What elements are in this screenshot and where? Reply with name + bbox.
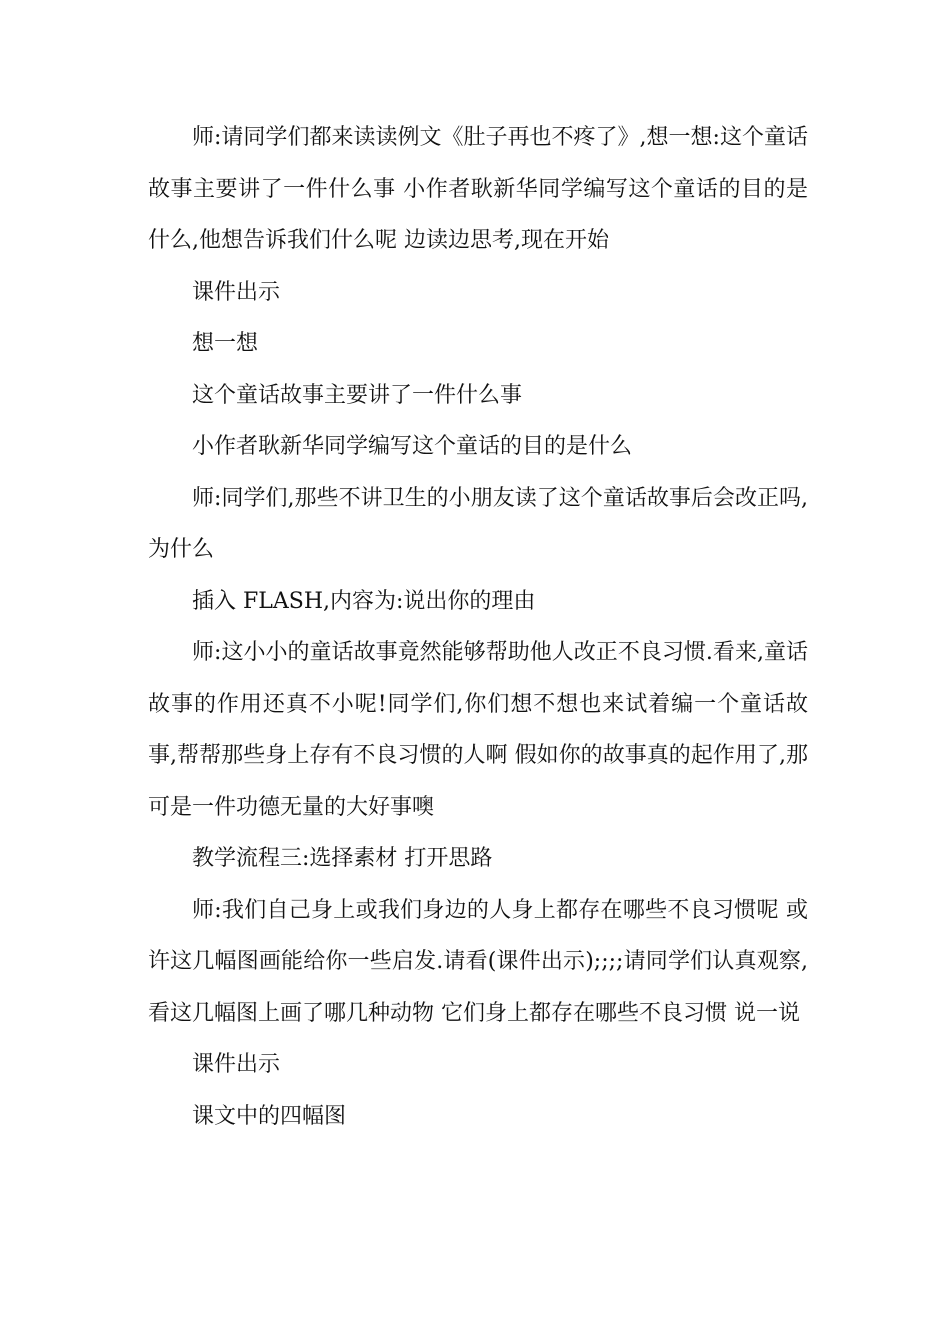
document-page [148, 112, 808, 1142]
paragraph-teacher-intro: 师:请同学们都来读读例文《肚子再也不疼了》,想一想:这个童话故事主要讲了一件什么事 小作者耿新华同学编写这个童话的目的是什么,他想告诉我们什么呢 边读边思考,现在开始 [148, 125, 808, 253]
paragraph-teacher-encourage: 师:这小小的童话故事竟然能够帮助他人改正不良习惯.看来,童话故事的作用还真不小呢!同学们,你们想不想也来试着编一个童话故事,帮帮那些身上存有不良习惯的人啊 假如你的故事真的起作用了,那可是一件功德无量的大好事噢 [148, 640, 808, 820]
paragraph-four-pictures: 课文中的四幅图 [192, 1103, 347, 1129]
paragraph-flash-insert: 插入 FLASH,内容为:说出你的理由 [192, 588, 536, 614]
paragraph-question-two: 小作者耿新华同学编写这个童话的目的是什么 [192, 434, 633, 459]
paragraph-process-three: 教学流程三:选择素材 打开思路 [192, 846, 493, 871]
paragraph-teacher-observe: 师:我们自己身上或我们身边的人身上都存在哪些不良习惯呢 或许这几幅图画能给你一些启发.请看(课件出示);;;;请同学们认真观察,看这几幅图上画了哪几种动物 它们身上都存在哪些不良习惯 说一说 [148, 897, 808, 1026]
paragraph-courseware-label: 课件出示 [192, 279, 281, 305]
paragraph-courseware-label-2: 课件出示 [192, 1052, 281, 1077]
paragraph-question-one: 这个童话故事主要讲了一件什么事 [192, 382, 523, 408]
paragraph-think-heading: 想一想 [192, 331, 259, 356]
paragraph-teacher-question: 师:同学们,那些不讲卫生的小朋友读了这个童话故事后会改正吗,为什么 [148, 485, 808, 562]
